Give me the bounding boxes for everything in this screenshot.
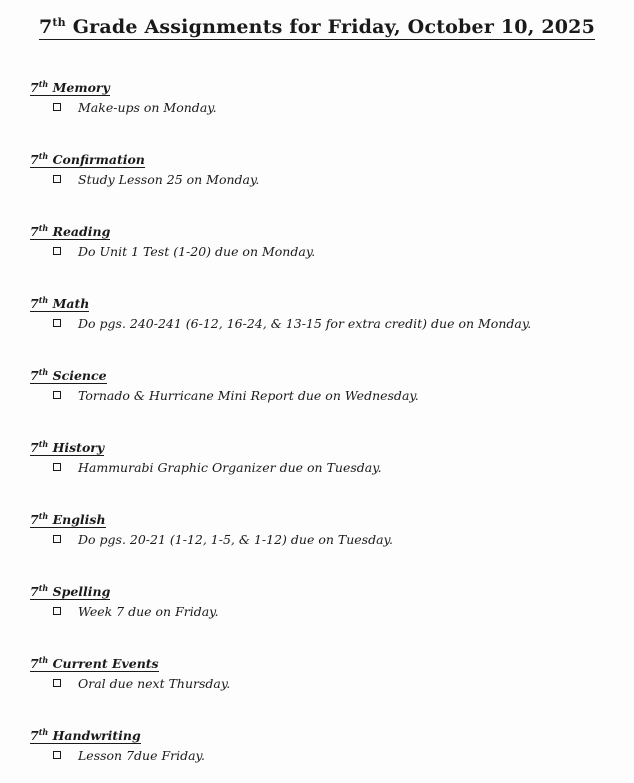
subject-name: Confirmation: [52, 152, 145, 167]
subject-heading: [30, 728, 141, 744]
subject-name: Science: [52, 368, 107, 383]
grade-number: 7: [30, 152, 39, 167]
checkbox-icon: [53, 463, 61, 471]
title-grade-number: 7: [38, 16, 53, 38]
page-title: [0, 16, 634, 38]
grade-number: 7: [30, 728, 39, 743]
checkbox-icon: [53, 535, 61, 543]
grade-number: 7: [30, 584, 39, 599]
grade-suffix: th: [38, 79, 49, 89]
subject-name: Math: [52, 296, 90, 311]
subject-name: Reading: [52, 224, 111, 239]
checkbox-icon: [53, 175, 61, 183]
section-english: [30, 511, 620, 548]
checkbox-icon: [53, 751, 61, 759]
title-text: Grade Assignments for Friday, October 10, 2025: [72, 16, 596, 38]
assignment-item: [30, 243, 620, 260]
grade-suffix: th: [38, 583, 49, 593]
subject-heading: [30, 296, 89, 312]
assignment-item: [30, 171, 620, 188]
assignment-item: [30, 675, 620, 692]
assignment-text: Do pgs. 20-21 (1-12, 1-5, & 1-12) due on Tuesday.: [78, 532, 393, 547]
subject-heading: [30, 224, 110, 240]
section-spelling: [30, 583, 620, 620]
subject-heading: [30, 440, 104, 456]
assignment-text: Make-ups on Monday.: [78, 100, 217, 115]
grade-suffix: th: [38, 295, 49, 305]
grade-number: 7: [30, 296, 39, 311]
subject-heading: [30, 80, 110, 96]
grade-suffix: th: [38, 367, 49, 377]
subject-heading: [30, 656, 159, 672]
subject-name: Memory: [52, 80, 110, 95]
assignment-item: [30, 747, 620, 764]
subject-name: Current Events: [52, 656, 159, 671]
checkbox-icon: [53, 679, 61, 687]
grade-number: 7: [30, 368, 39, 383]
checkbox-icon: [53, 391, 61, 399]
section-confirmation: [30, 151, 620, 188]
grade-suffix: th: [38, 511, 49, 521]
section-reading: [30, 223, 620, 260]
checkbox-icon: [53, 103, 61, 111]
assignment-text: Tornado & Hurricane Mini Report due on Wednesday.: [78, 388, 419, 403]
grade-number: 7: [30, 656, 39, 671]
section-history: [30, 439, 620, 476]
assignment-item: [30, 315, 620, 332]
title-grade-suffix: th: [52, 16, 66, 29]
grade-suffix: th: [38, 223, 49, 233]
subject-name: Handwriting: [52, 728, 141, 743]
grade-number: 7: [30, 440, 39, 455]
assignment-item: [30, 531, 620, 548]
assignment-item: [30, 459, 620, 476]
section-science: [30, 367, 620, 404]
subject-heading: [30, 512, 106, 528]
section-memory: [30, 79, 620, 116]
assignment-text: Study Lesson 25 on Monday.: [78, 172, 260, 187]
subject-heading: [30, 584, 110, 600]
grade-number: 7: [30, 224, 39, 239]
grade-suffix: th: [38, 439, 49, 449]
assignment-text: Week 7 due on Friday.: [78, 604, 219, 619]
assignment-text: Do pgs. 240-241 (6-12, 16-24, & 13-15 for extra credit) due on Monday.: [78, 316, 532, 331]
section-math: [30, 295, 620, 332]
checkbox-icon: [53, 247, 61, 255]
grade-number: 7: [30, 512, 39, 527]
section-current-events: [30, 655, 620, 692]
subject-name: English: [52, 512, 106, 527]
page-title-text: [39, 16, 595, 40]
assignment-text: Oral due next Thursday.: [78, 676, 231, 691]
grade-suffix: th: [38, 655, 49, 665]
assignment-item: [30, 99, 620, 116]
subject-name: History: [52, 440, 105, 455]
grade-number: 7: [30, 80, 39, 95]
grade-suffix: th: [38, 727, 49, 737]
assignment-text: Hammurabi Graphic Organizer due on Tuesday.: [78, 460, 382, 475]
assignment-item: [30, 603, 620, 620]
subject-heading: [30, 152, 145, 168]
assignment-text: Lesson 7due Friday.: [78, 748, 205, 763]
section-handwriting: [30, 727, 620, 764]
checkbox-icon: [53, 319, 61, 327]
subject-heading: [30, 368, 107, 384]
checkbox-icon: [53, 607, 61, 615]
assignment-item: [30, 387, 620, 404]
subject-name: Spelling: [52, 584, 111, 599]
assignment-text: Do Unit 1 Test (1-20) due on Monday.: [78, 244, 316, 259]
grade-suffix: th: [38, 151, 49, 161]
